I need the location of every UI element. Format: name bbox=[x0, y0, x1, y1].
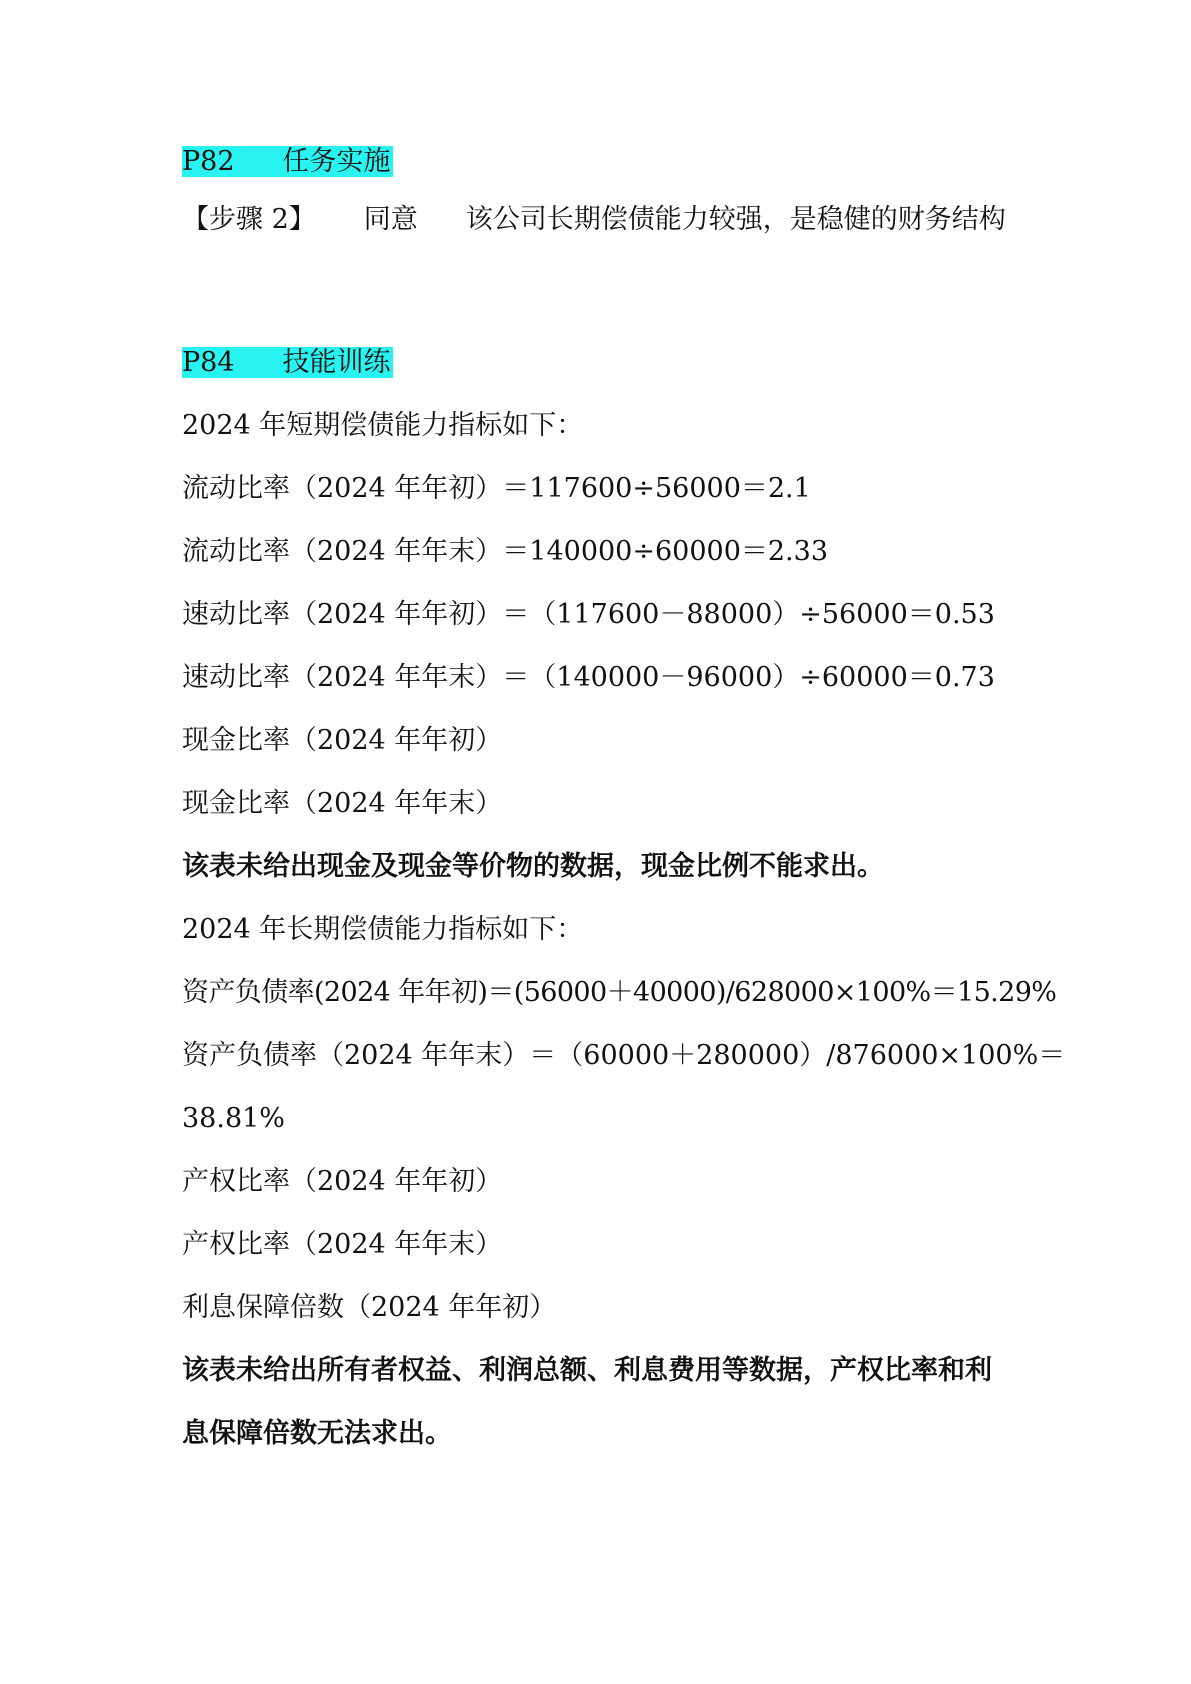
equity-ratio-end: 产权比率（2024 年年末） bbox=[182, 1229, 503, 1260]
debt-ratio-end-line1: 资产负债率（2024 年年末）＝（60000＋280000）/876000×100%＝ bbox=[182, 1040, 1066, 1071]
p84-page-ref: P84 bbox=[182, 347, 235, 378]
short-term-intro: 2024 年短期偿债能力指标如下： bbox=[182, 410, 584, 441]
cash-ratio-end: 现金比率（2024 年年末） bbox=[182, 788, 503, 819]
quick-ratio-end: 速动比率（2024 年年末）＝（140000－96000）÷60000＝0.73 bbox=[182, 662, 995, 693]
quick-ratio-begin: 速动比率（2024 年年初）＝（117600－88000）÷56000＝0.53 bbox=[182, 599, 995, 630]
p84-title: 技能训练 bbox=[282, 347, 391, 378]
debt-ratio-begin: 资产负债率(2024 年年初)＝(56000＋40000)/628000×100%＝15.29% bbox=[182, 977, 1057, 1008]
current-ratio-begin: 流动比率（2024 年年初）＝117600÷56000＝2.1 bbox=[182, 473, 811, 504]
p84-heading bbox=[182, 343, 393, 383]
p82-page-ref: P82 bbox=[182, 146, 235, 177]
long-term-intro: 2024 年长期偿债能力指标如下： bbox=[182, 914, 584, 945]
cash-ratio-begin: 现金比率（2024 年年初） bbox=[182, 725, 503, 756]
final-note-line1: 该表未给出所有者权益、利润总额、利息费用等数据，产权比率和利 bbox=[182, 1355, 992, 1386]
final-note-line2: 息保障倍数无法求出。 bbox=[182, 1418, 452, 1449]
interest-coverage-begin: 利息保障倍数（2024 年年初） bbox=[182, 1292, 557, 1323]
step2-answer: 同意 bbox=[363, 204, 418, 235]
step2-label: 【步骤 2】 bbox=[182, 204, 316, 235]
step2-line bbox=[182, 200, 1006, 240]
current-ratio-end: 流动比率（2024 年年末）＝140000÷60000＝2.33 bbox=[182, 536, 828, 567]
step2-comment: 该公司长期偿债能力较强，是稳健的财务结构 bbox=[465, 204, 1006, 235]
debt-ratio-end-line2: 38.81% bbox=[182, 1103, 285, 1134]
cash-note: 该表未给出现金及现金等价物的数据，现金比例不能求出。 bbox=[182, 851, 884, 882]
p82-highlight bbox=[182, 146, 393, 177]
p84-highlight bbox=[182, 347, 393, 378]
equity-ratio-begin: 产权比率（2024 年年初） bbox=[182, 1166, 503, 1197]
p82-title: 任务实施 bbox=[282, 146, 391, 177]
p82-heading bbox=[182, 142, 393, 182]
